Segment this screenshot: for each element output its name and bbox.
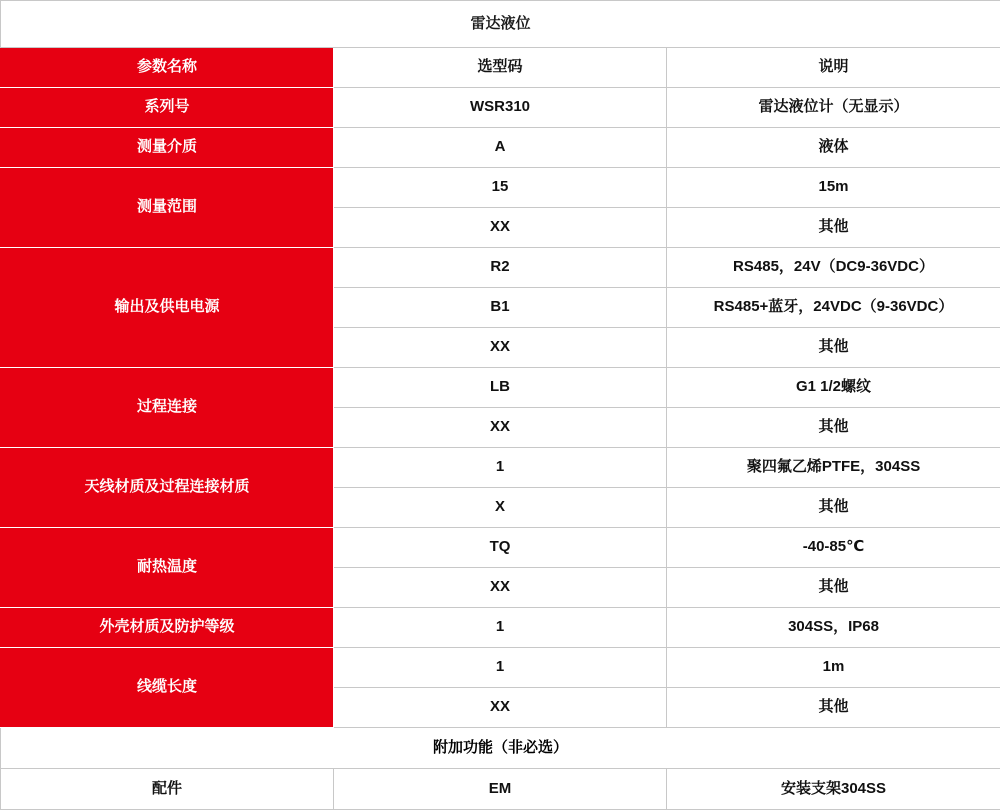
option-code: WSR310	[334, 88, 667, 128]
option-desc: G1 1/2螺纹	[667, 368, 1000, 408]
option-code: XX	[334, 328, 667, 368]
document-title-row	[1, 1, 1000, 48]
option-code: 1	[334, 448, 667, 488]
option-desc: 液体	[667, 128, 1000, 168]
addon-label: 配件	[1, 769, 334, 810]
option-desc: 其他	[667, 408, 1000, 448]
table-row	[1, 769, 1000, 810]
option-desc: 聚四氟乙烯PTFE，304SS	[667, 448, 1000, 488]
param-label: 系列号	[1, 88, 334, 128]
table-row	[1, 448, 1000, 488]
param-label: 测量范围	[1, 168, 334, 248]
table-row	[1, 368, 1000, 408]
addon-title-row	[1, 728, 1000, 769]
table-row	[1, 168, 1000, 208]
header-code: 选型码	[334, 48, 667, 88]
option-desc: 其他	[667, 688, 1000, 728]
option-desc: 1m	[667, 648, 1000, 688]
header-description: 说明	[667, 48, 1000, 88]
option-code: XX	[334, 688, 667, 728]
option-desc: RS485+蓝牙，24VDC（9-36VDC）	[667, 288, 1000, 328]
table-row	[1, 528, 1000, 568]
param-label: 过程连接	[1, 368, 334, 448]
option-code: A	[334, 128, 667, 168]
table-row	[1, 88, 1000, 128]
option-code: XX	[334, 408, 667, 448]
option-code: R2	[334, 248, 667, 288]
option-code: 1	[334, 608, 667, 648]
param-label: 输出及供电电源	[1, 248, 334, 368]
option-code: B1	[334, 288, 667, 328]
option-desc: 15m	[667, 168, 1000, 208]
option-desc: 雷达液位计（无显示）	[667, 88, 1000, 128]
param-label: 天线材质及过程连接材质	[1, 448, 334, 528]
option-desc: RS485，24V（DC9-36VDC）	[667, 248, 1000, 288]
option-desc: 其他	[667, 568, 1000, 608]
option-code: 1	[334, 648, 667, 688]
option-code: XX	[334, 568, 667, 608]
option-desc: 其他	[667, 208, 1000, 248]
option-desc: 其他	[667, 328, 1000, 368]
option-code: TQ	[334, 528, 667, 568]
addon-desc: 安装支架304SS	[667, 769, 1000, 810]
header-parameter: 参数名称	[1, 48, 334, 88]
addon-title: 附加功能（非必选）	[1, 728, 1000, 769]
param-label: 外壳材质及防护等级	[1, 608, 334, 648]
param-label: 耐热温度	[1, 528, 334, 608]
option-code: 15	[334, 168, 667, 208]
option-desc: 其他	[667, 488, 1000, 528]
table-row	[1, 648, 1000, 688]
table-row	[1, 608, 1000, 648]
param-label: 线缆长度	[1, 648, 334, 728]
option-code: X	[334, 488, 667, 528]
table-body	[1, 1, 1000, 810]
option-desc: -40-85℃	[667, 528, 1000, 568]
param-label: 测量介质	[1, 128, 334, 168]
table-header-row	[1, 48, 1000, 88]
table-row	[1, 128, 1000, 168]
option-code: LB	[334, 368, 667, 408]
table-row	[1, 248, 1000, 288]
option-desc: 304SS，IP68	[667, 608, 1000, 648]
option-code: XX	[334, 208, 667, 248]
page-title: 雷达液位	[1, 1, 1000, 48]
addon-code: EM	[334, 769, 667, 810]
